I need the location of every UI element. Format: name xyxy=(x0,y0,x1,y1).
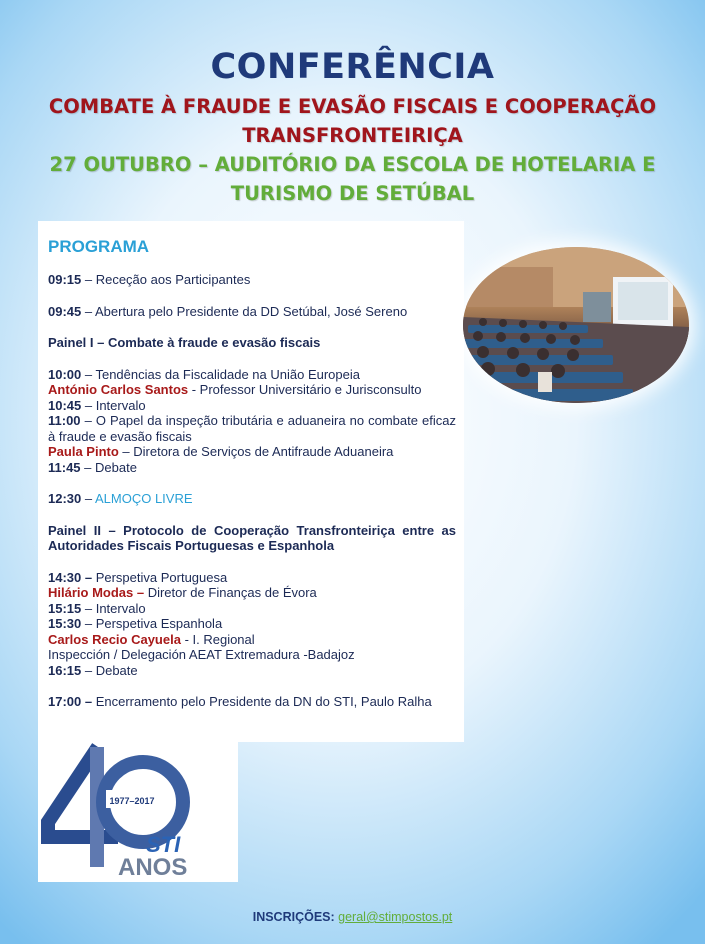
conference-subtitle-line2: TRANSFRONTEIRIÇA xyxy=(242,124,463,147)
page-title: CONFERÊNCIA xyxy=(210,47,495,87)
panel2-heading: Painel II – Protocolo de Cooperação Transfronteiriça entre as Autoridades Fiscais Portuguesas e Espanhola xyxy=(48,522,456,553)
program-list xyxy=(48,272,456,710)
program-heading: PROGRAMA xyxy=(48,237,150,256)
program-item-1615: 16:15 – Debate xyxy=(48,662,138,678)
speaker-1530: Carlos Recio Cayuela - I. Regional xyxy=(48,631,255,647)
panel1-heading: Painel I – Combate à fraude e evasão fiscais xyxy=(48,335,321,350)
program-item-0945: 09:45 – Abertura pelo Presidente da DD Setúbal, José Sereno xyxy=(48,303,408,319)
auditorium-illustration xyxy=(463,247,689,403)
auditorium-photo xyxy=(463,247,689,403)
logo-brand: STI xyxy=(146,832,181,857)
speaker-1430: Hilário Modas – Diretor de Finanças de Évora xyxy=(48,585,317,600)
sti-40-years-logo xyxy=(38,742,238,882)
title-block xyxy=(0,42,705,208)
program-item-1530: 15:30 – Perspetiva Espanhola xyxy=(48,616,223,631)
conference-date-line2: TURISMO DE SETÚBAL xyxy=(230,182,475,205)
program-item-1145: 11:45 – Debate xyxy=(48,459,137,475)
program-item-1430: 14:30 – Perspetiva Portuguesa xyxy=(48,569,228,585)
program-item-1515: 15:15 – Intervalo xyxy=(48,600,146,616)
registration-label: INSCRIÇÕES: xyxy=(252,910,335,924)
program-item-0915: 09:15 – Receção aos Participantes xyxy=(48,272,251,287)
footer xyxy=(0,910,705,924)
program-item-1045: 10:45 – Intervalo xyxy=(48,397,146,413)
conference-subtitle-line1: COMBATE À FRAUDE E EVASÃO FISCAIS E COOPERAÇÃO xyxy=(48,95,657,118)
logo-anos: ANOS xyxy=(118,854,188,881)
program-item-1100: 11:00 – O Papel da inspeção tributária e aduaneira no combate eficaz à fraude e evasão fiscais xyxy=(48,413,456,444)
speaker-1000: António Carlos Santos - Professor Universitário e Jurisconsulto xyxy=(48,382,422,397)
speaker-1100: Paula Pinto – Diretora de Serviços de Antifraude Aduaneira xyxy=(48,444,394,459)
logo-graphic xyxy=(38,742,238,882)
program-item-1000: 10:00 – Tendências da Fiscalidade na União Europeia xyxy=(48,366,360,382)
program-item-1700: 17:00 – Encerramento pelo Presidente da DN do STI, Paulo Ralha xyxy=(48,694,432,709)
program-item-1230: 12:30 – ALMOÇO LIVRE xyxy=(48,491,193,506)
registration-email-link[interactable]: geral@stimpostos.pt xyxy=(338,910,453,924)
logo-years: 1977–2017 xyxy=(109,796,155,806)
program-panel xyxy=(38,221,464,742)
conference-date-line1: 27 OUTUBRO – AUDITÓRIO DA ESCOLA DE HOTELARIA E xyxy=(49,153,656,176)
speaker-1530-role: Inspección / Delegación AEAT Extremadura -Badajoz xyxy=(48,647,355,662)
